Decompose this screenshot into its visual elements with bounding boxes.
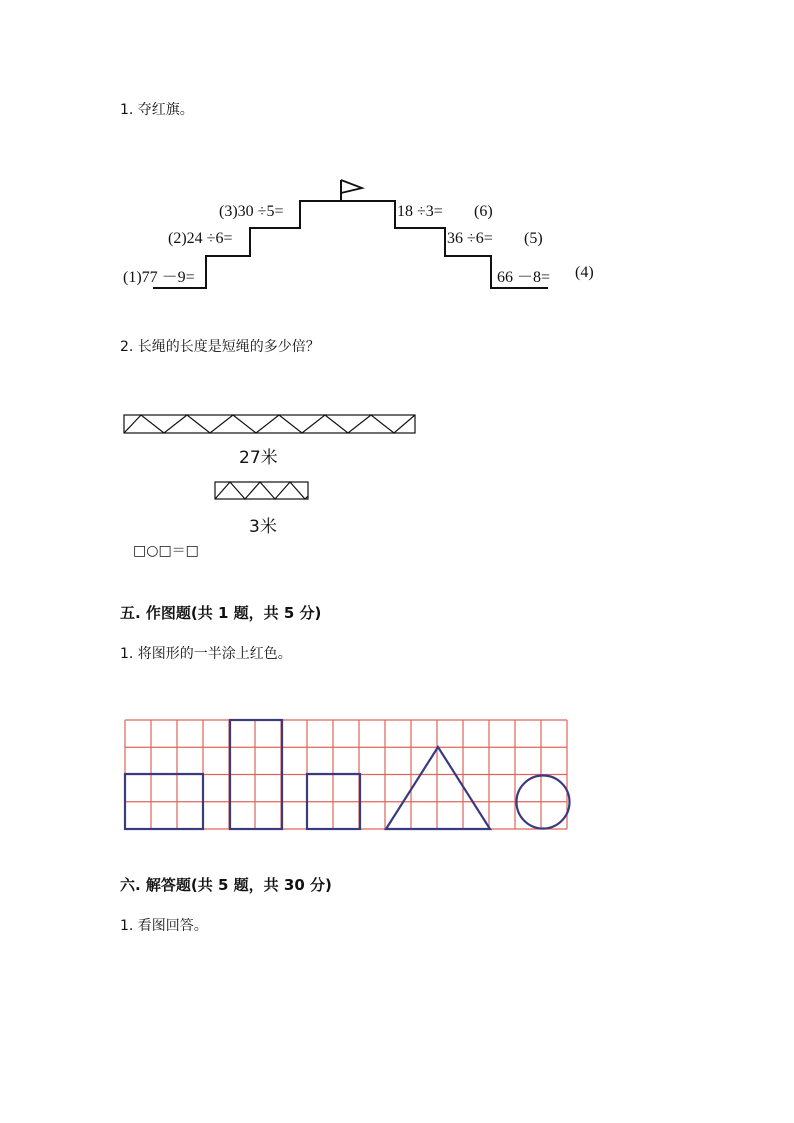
section-5-heading: 五. 作图题(共 1 题，共 5 分) [120,604,322,622]
question-1-title: 1. 夺红旗。 [120,102,194,118]
section-6-heading: 六. 解答题(共 5 题，共 30 分) [120,876,332,894]
equation-5: 36 ÷6= [447,230,493,247]
short-rope-label: 3米 [249,517,277,537]
long-rope-label: 27米 [239,448,278,468]
equation-2: (2)24 ÷6= [168,230,233,247]
equation-3: (3)30 ÷5= [219,203,284,220]
equation-6: 66 －8= [497,269,551,286]
answer-template: □○□＝□ [133,543,199,559]
answer-6: (4) [575,264,594,281]
question-2-title: 2. 长绳的长度是短绳的多少倍？ [120,339,320,355]
triangle-shape [386,747,490,829]
answer-5: (5) [524,230,543,247]
equation-4: 18 ÷3= [397,203,443,220]
answer-4: (6) [474,203,493,220]
section-6-question-1: 1. 看图回答。 [120,918,208,934]
equation-1: (1)77 －9= [123,269,195,286]
section-5-question-1: 1. 将图形的一半涂上红色。 [120,646,292,662]
